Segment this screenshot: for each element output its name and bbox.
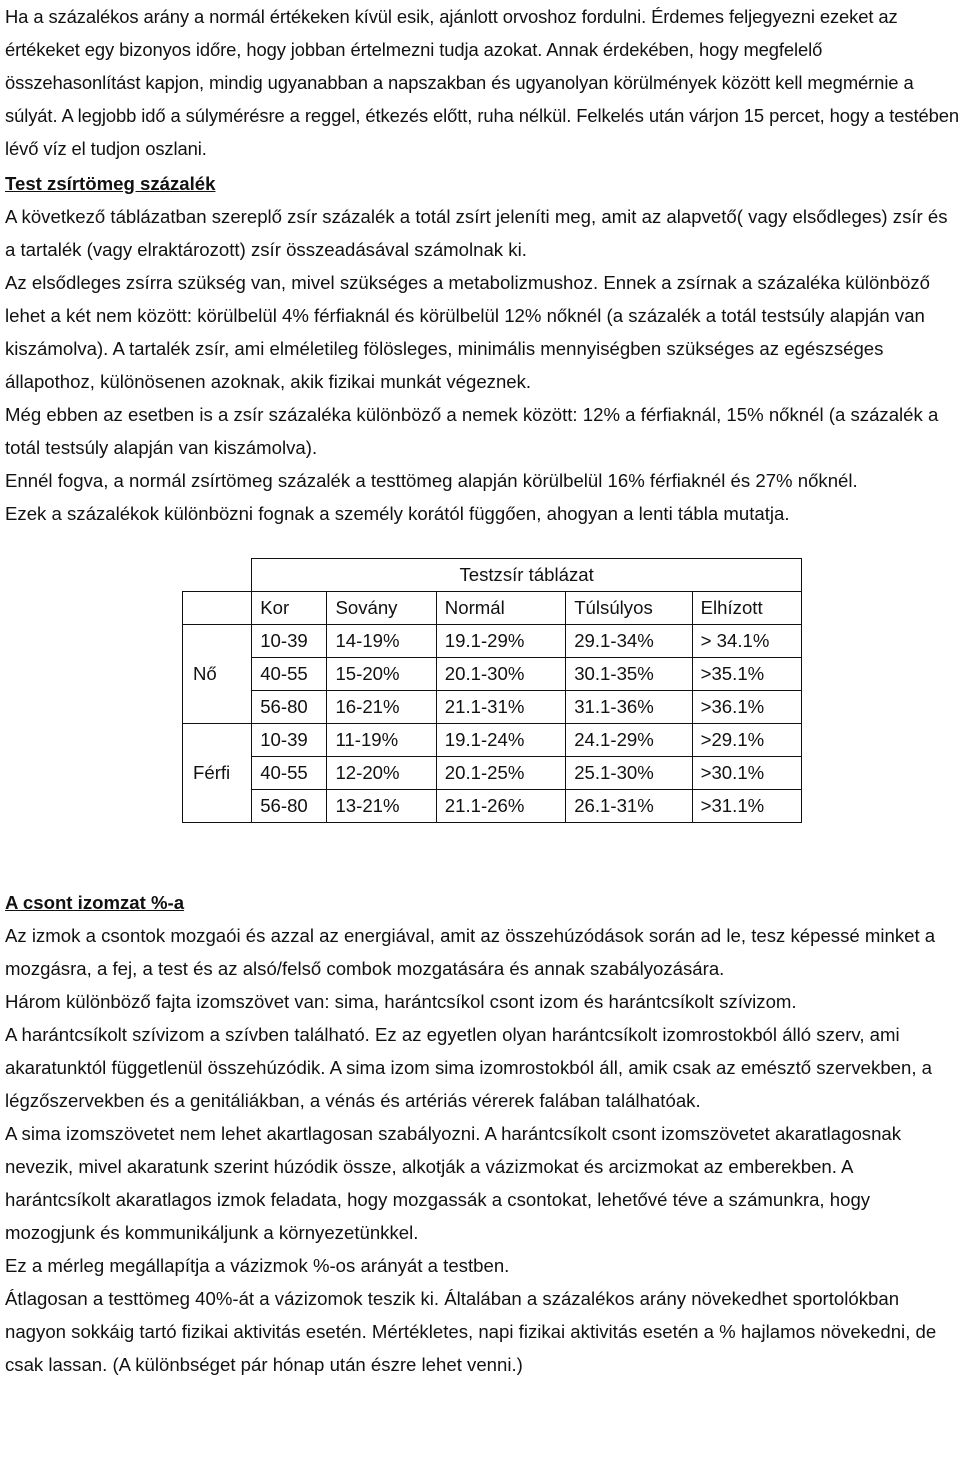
table-cell: 56-80 bbox=[252, 691, 327, 724]
table-cell: >35.1% bbox=[692, 658, 801, 691]
table-cell: 20.1-30% bbox=[436, 658, 565, 691]
table-cell: > 34.1% bbox=[692, 625, 801, 658]
table-cell: 25.1-30% bbox=[566, 757, 692, 790]
column-header-obese: Elhízott bbox=[692, 592, 801, 625]
group-label-men: Férfi bbox=[183, 757, 252, 790]
table-row bbox=[183, 658, 802, 691]
fat-section-heading: Test zsírtömeg százalék bbox=[5, 173, 216, 194]
table-cell: >30.1% bbox=[692, 757, 801, 790]
fat-paragraph-5: Ezek a százalékok különbözni fognak a személy korától függően, ahogyan a lenti tábla mutatja. bbox=[5, 503, 790, 524]
body-fat-table-grid bbox=[182, 558, 802, 823]
group-label-spacer bbox=[183, 790, 252, 823]
table-cell: 21.1-31% bbox=[436, 691, 565, 724]
table-title: Testzsír táblázat bbox=[252, 559, 802, 592]
table-header-row bbox=[183, 592, 802, 625]
spacer bbox=[5, 823, 960, 886]
muscle-paragraph-4: A sima izomszövetet nem lehet akartlagosan szabályozni. A harántcsíkolt csont izomszövetet akaratlagosnak nevezik, mivel akaratunk szerint húzódik össze, alkotják a vázizmokat és arcizmokat az emberekben. A harántcsíkolt akaratlagos izmok feladata, hogy mozgassák a csontokat, lehetővé téve a számunkra, hogy mozogjunk és kommunikáljunk a környezetünkkel. bbox=[5, 1123, 902, 1243]
table-cell: 21.1-26% bbox=[436, 790, 565, 823]
column-header-age: Kor bbox=[252, 592, 327, 625]
table-cell: 29.1-34% bbox=[566, 625, 692, 658]
body-fat-table bbox=[182, 558, 802, 823]
table-cell: 24.1-29% bbox=[566, 724, 692, 757]
table-cell: 10-39 bbox=[252, 724, 327, 757]
table-cell: 40-55 bbox=[252, 658, 327, 691]
table-cell: 19.1-24% bbox=[436, 724, 565, 757]
table-row bbox=[183, 691, 802, 724]
muscle-paragraph-1: Az izmok a csontok mozgaói és azzal az energiával, amit az összehúzódások során ad le, tesz képessé minket a mozgásra, a fej, a test és az alsó/felső combok mozgatására és annak szabályozására. bbox=[5, 925, 936, 979]
document-page bbox=[5, 0, 960, 1381]
table-cell: 12-20% bbox=[327, 757, 436, 790]
fat-paragraph-1: A következő táblázatban szereplő zsír százalék a totál zsírt jeleníti meg, amit az alapvető( vagy elsődleges) zsír és a tartalék (vagy elraktározott) zsír összeadásával számolnak ki. bbox=[5, 206, 948, 260]
fat-paragraph-3: Még ebben az esetben is a zsír százaléka különböző a nemek között: 12% a férfiaknál, 15% nőknél (a százalék a totál testsúly alapján van kiszámolva). bbox=[5, 404, 939, 458]
table-title-row bbox=[183, 559, 802, 592]
table-cell: 40-55 bbox=[252, 757, 327, 790]
table-cell: 20.1-25% bbox=[436, 757, 565, 790]
table-cell: 31.1-36% bbox=[566, 691, 692, 724]
table-cell: >36.1% bbox=[692, 691, 801, 724]
table-cell: 56-80 bbox=[252, 790, 327, 823]
table-cell: 30.1-35% bbox=[566, 658, 692, 691]
table-header-blank bbox=[183, 592, 252, 625]
group-label-spacer bbox=[183, 625, 252, 658]
table-cell: 16-21% bbox=[327, 691, 436, 724]
fat-paragraph-4: Ennél fogva, a normál zsírtömeg százalék a testtömeg alapján körülbelül 16% férfiaknél és 27% nőknél. bbox=[5, 470, 858, 491]
muscle-paragraph-2: Három különböző fajta izomszövet van: sima, harántcsíkol csont izom és harántcsíkolt szívizom. bbox=[5, 991, 797, 1012]
column-header-lean: Sovány bbox=[327, 592, 436, 625]
column-header-overweight: Túlsúlyos bbox=[566, 592, 692, 625]
table-corner bbox=[183, 559, 252, 592]
group-label-spacer bbox=[183, 724, 252, 757]
table-cell: >31.1% bbox=[692, 790, 801, 823]
muscle-paragraph-5: Ez a mérleg megállapítja a vázizmok %-os arányát a testben. bbox=[5, 1255, 510, 1276]
table-cell: 10-39 bbox=[252, 625, 327, 658]
group-label-spacer bbox=[183, 691, 252, 724]
spacer bbox=[5, 530, 960, 558]
table-cell: 26.1-31% bbox=[566, 790, 692, 823]
group-label-women: Nő bbox=[183, 658, 252, 691]
table-row bbox=[183, 724, 802, 757]
table-row bbox=[183, 757, 802, 790]
table-row bbox=[183, 625, 802, 658]
muscle-paragraph-6: Átlagosan a testtömeg 40%-át a vázizomok teszik ki. Általában a százalékos arány növekedhet sportolókban nagyon sokkáig tartó fizikai aktivitás esetén. Mértékletes, napi fizikai aktivitás esetén a % hajlamos növekedni, de csak lassan. (A különbséget pár hónap után észre lehet venni.) bbox=[5, 1288, 937, 1375]
intro-paragraph: Ha a százalékos arány a normál értékeken kívül esik, ajánlott orvoshoz fordulni. Érdemes feljegyezni ezeket az értékeket egy bizonyos időre, hogy jobban értelmezni tudja azokat. Annak érdekében, hogy megfelelő összehasonlítást kapjon, mindig ugyanabban a napszakban és ugyanolyan körülmények között kell megmérnie a súlyát. A legjobb idő a súlymérésre a reggel, étkezés előtt, ruha nélkül. Felkelés után várjon 15 percet, hogy a testében lévő víz el tudjon oszlani. bbox=[5, 6, 959, 159]
table-cell: >29.1% bbox=[692, 724, 801, 757]
table-cell: 19.1-29% bbox=[436, 625, 565, 658]
muscle-paragraph-3: A harántcsíkolt szívizom a szívben található. Ez az egyetlen olyan harántcsíkolt izomrostokból álló szerv, ami akaratunktól függetlenül összehúzódik. A sima izom sima izomrostokból áll, amik csak az emésztő szervekben, a légzőszervekben és a genitáliákban, a vénás és artériás vérerek falában találhatóak. bbox=[5, 1024, 933, 1111]
table-row bbox=[183, 790, 802, 823]
muscle-section-heading: A csont izomzat %-a bbox=[5, 892, 185, 913]
table-cell: 15-20% bbox=[327, 658, 436, 691]
table-cell: 14-19% bbox=[327, 625, 436, 658]
table-cell: 13-21% bbox=[327, 790, 436, 823]
table-cell: 11-19% bbox=[327, 724, 436, 757]
column-header-normal: Normál bbox=[436, 592, 565, 625]
fat-paragraph-2: Az elsődleges zsírra szükség van, mivel szükséges a metabolizmushoz. Ennek a zsírnak a százaléka különböző lehet a két nem között: körülbelül 4% férfiaknál és körülbelül 12% nőknél (a százalék a totál testsúly alapján van kiszámolva). A tartalék zsír, ami elméletileg fölösleges, minimális mennyiségben szükséges az egészséges állapothoz, különösenen azoknak, akik fizikai munkát végeznek. bbox=[5, 272, 930, 392]
